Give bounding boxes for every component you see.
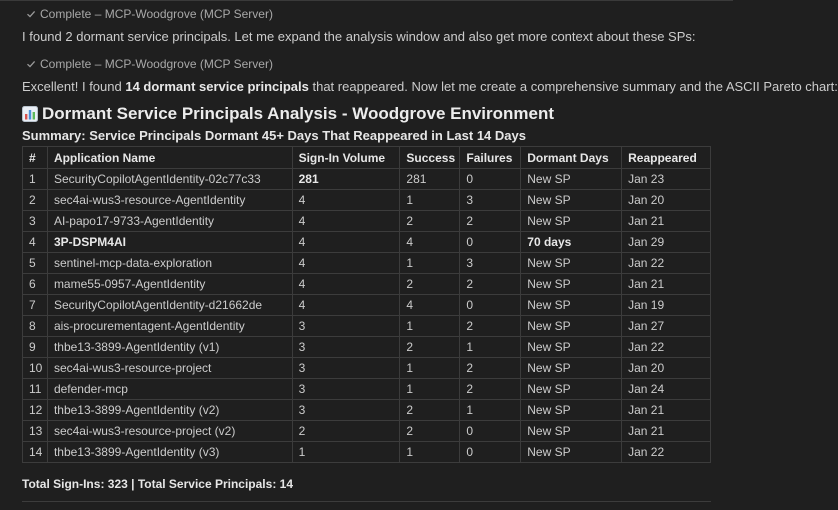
application-name: mame55-0957-AgentIdentity	[47, 274, 292, 295]
sign-in-volume: 3	[292, 400, 400, 421]
tool-call-label: Complete – MCP-Woodgrove (MCP Server)	[40, 7, 273, 21]
reappeared-date: Jan 21	[622, 400, 711, 421]
sign-in-volume: 4	[292, 211, 400, 232]
dormant-days: New SP	[521, 190, 622, 211]
reappeared-date: Jan 19	[622, 295, 711, 316]
reappeared-date: Jan 23	[622, 169, 711, 190]
header-reappeared: Reappeared	[622, 147, 711, 169]
success-count: 4	[400, 232, 460, 253]
failure-count: 2	[460, 379, 521, 400]
dormant-days: New SP	[521, 169, 622, 190]
failure-count: 0	[460, 421, 521, 442]
sign-in-volume: 4	[292, 253, 400, 274]
reappeared-date: Jan 22	[622, 253, 711, 274]
tool-call-label: Complete – MCP-Woodgrove (MCP Server)	[40, 57, 273, 71]
reappeared-date: Jan 21	[622, 421, 711, 442]
row-index: 14	[23, 442, 48, 463]
table-row	[23, 190, 711, 211]
reappeared-date: Jan 21	[622, 274, 711, 295]
table-header-row	[23, 147, 711, 169]
dormant-days: New SP	[521, 274, 622, 295]
reappeared-date: Jan 20	[622, 358, 711, 379]
application-name: sec4ai-wus3-resource-project	[47, 358, 292, 379]
application-name: sec4ai-wus3-resource-AgentIdentity	[47, 190, 292, 211]
success-count: 2	[400, 400, 460, 421]
success-count: 281	[400, 169, 460, 190]
reappeared-date: Jan 27	[622, 316, 711, 337]
table-row	[23, 253, 711, 274]
success-count: 1	[400, 379, 460, 400]
sign-in-volume: 3	[292, 337, 400, 358]
dormant-days: New SP	[521, 295, 622, 316]
dormant-days: 70 days	[521, 232, 622, 253]
application-name: SecurityCopilotAgentIdentity-d21662de	[47, 295, 292, 316]
bar-chart-icon	[22, 106, 38, 122]
sign-in-volume: 3	[292, 379, 400, 400]
failure-count: 3	[460, 253, 521, 274]
failure-count: 3	[460, 190, 521, 211]
report-summary: Summary: Service Principals Dormant 45+ Days That Reappeared in Last 14 Days	[22, 128, 526, 143]
success-count: 2	[400, 337, 460, 358]
failure-count: 0	[460, 169, 521, 190]
table-row	[23, 274, 711, 295]
failure-count: 2	[460, 358, 521, 379]
success-count: 1	[400, 358, 460, 379]
success-count: 2	[400, 211, 460, 232]
sign-in-volume: 1	[292, 442, 400, 463]
report-title-text: Dormant Service Principals Analysis - Woodgrove Environment	[42, 104, 555, 123]
sign-in-volume: 3	[292, 358, 400, 379]
row-index: 5	[23, 253, 48, 274]
table-row	[23, 232, 711, 253]
dormant-days: New SP	[521, 211, 622, 232]
success-count: 1	[400, 190, 460, 211]
dormant-days: New SP	[521, 379, 622, 400]
success-count: 1	[400, 253, 460, 274]
table-row	[23, 400, 711, 421]
table-row	[23, 358, 711, 379]
row-index: 13	[23, 421, 48, 442]
dormant-days: New SP	[521, 400, 622, 421]
application-name: thbe13-3899-AgentIdentity (v2)	[47, 400, 292, 421]
message-bold-text: 14 dormant service principals	[125, 79, 309, 94]
application-name: SecurityCopilotAgentIdentity-02c77c33	[47, 169, 292, 190]
check-icon	[24, 9, 38, 19]
sign-in-volume: 4	[292, 232, 400, 253]
dormant-days: New SP	[521, 421, 622, 442]
application-name: sentinel-mcp-data-exploration	[47, 253, 292, 274]
reappeared-date: Jan 21	[622, 211, 711, 232]
tool-call-status-1[interactable]	[24, 5, 273, 23]
header-application-name: Application Name	[47, 147, 292, 169]
row-index: 6	[23, 274, 48, 295]
success-count: 1	[400, 442, 460, 463]
sign-in-volume: 4	[292, 190, 400, 211]
failure-count: 2	[460, 274, 521, 295]
application-name: AI-papo17-9733-AgentIdentity	[47, 211, 292, 232]
row-index: 2	[23, 190, 48, 211]
dormant-days: New SP	[521, 253, 622, 274]
reappeared-date: Jan 24	[622, 379, 711, 400]
failure-count: 2	[460, 316, 521, 337]
application-name: sec4ai-wus3-resource-project (v2)	[47, 421, 292, 442]
row-index: 9	[23, 337, 48, 358]
table-row	[23, 211, 711, 232]
message-text: Excellent! I found	[22, 79, 126, 94]
dormant-days: New SP	[521, 358, 622, 379]
dormant-days: New SP	[521, 337, 622, 358]
sign-in-volume: 2	[292, 421, 400, 442]
application-name: defender-mcp	[47, 379, 292, 400]
failure-count: 0	[460, 442, 521, 463]
application-name: ais-procurementagent-AgentIdentity	[47, 316, 292, 337]
sign-in-volume: 3	[292, 316, 400, 337]
top-divider	[0, 0, 733, 1]
success-count: 4	[400, 295, 460, 316]
assistant-message-1: I found 2 dormant service principals. Let me expand the analysis window and also get more context about these SPs:	[22, 29, 696, 44]
table-row	[23, 442, 711, 463]
table-row	[23, 337, 711, 358]
sign-in-volume: 4	[292, 274, 400, 295]
header-failures: Failures	[460, 147, 521, 169]
check-icon	[24, 59, 38, 69]
failure-count: 1	[460, 337, 521, 358]
row-index: 4	[23, 232, 48, 253]
application-name: thbe13-3899-AgentIdentity (v1)	[47, 337, 292, 358]
success-count: 1	[400, 316, 460, 337]
totals-summary: Total Sign-Ins: 323 | Total Service Principals: 14	[22, 477, 293, 491]
table-row	[23, 379, 711, 400]
row-index: 7	[23, 295, 48, 316]
assistant-message-2	[22, 79, 838, 94]
header-sign-in-volume: Sign-In Volume	[292, 147, 400, 169]
header-dormant-days: Dormant Days	[521, 147, 622, 169]
row-index: 1	[23, 169, 48, 190]
success-count: 2	[400, 421, 460, 442]
reappeared-date: Jan 22	[622, 337, 711, 358]
reappeared-date: Jan 20	[622, 190, 711, 211]
application-name: thbe13-3899-AgentIdentity (v3)	[47, 442, 292, 463]
report-title	[22, 104, 554, 124]
bottom-divider	[22, 501, 711, 502]
header-index: #	[23, 147, 48, 169]
tool-call-status-2[interactable]	[24, 55, 273, 73]
table-row	[23, 421, 711, 442]
reappeared-date: Jan 29	[622, 232, 711, 253]
success-count: 2	[400, 274, 460, 295]
header-success: Success	[400, 147, 460, 169]
message-text: that reappeared. Now let me create a comprehensive summary and the ASCII Pareto chart:	[308, 79, 838, 94]
row-index: 10	[23, 358, 48, 379]
row-index: 11	[23, 379, 48, 400]
application-name: 3P-DSPM4AI	[47, 232, 292, 253]
row-index: 3	[23, 211, 48, 232]
dormant-sp-table	[22, 146, 711, 463]
failure-count: 0	[460, 232, 521, 253]
table-row	[23, 295, 711, 316]
dormant-days: New SP	[521, 316, 622, 337]
reappeared-date: Jan 22	[622, 442, 711, 463]
sign-in-volume: 281	[292, 169, 400, 190]
table-row	[23, 169, 711, 190]
failure-count: 0	[460, 295, 521, 316]
sign-in-volume: 4	[292, 295, 400, 316]
dormant-days: New SP	[521, 442, 622, 463]
failure-count: 1	[460, 400, 521, 421]
table-row	[23, 316, 711, 337]
failure-count: 2	[460, 211, 521, 232]
row-index: 12	[23, 400, 48, 421]
row-index: 8	[23, 316, 48, 337]
